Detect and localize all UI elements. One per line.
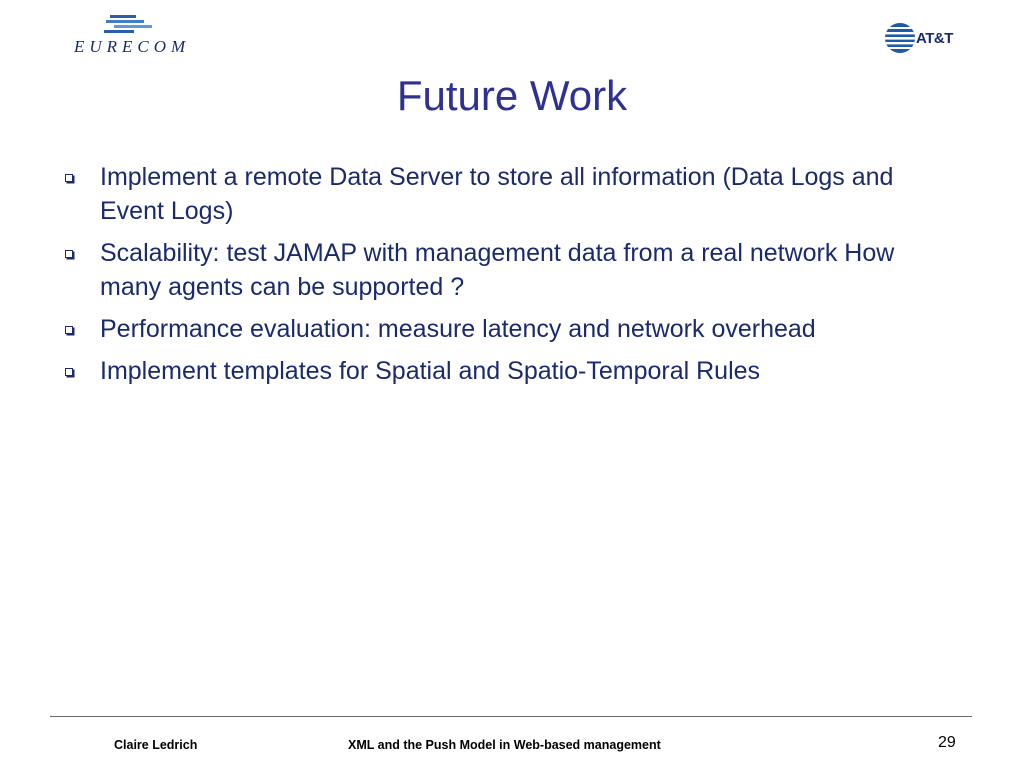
- eurecom-wordmark: EURECOM: [74, 37, 191, 56]
- bullet-item: [62, 236, 962, 304]
- eurecom-logo: [70, 14, 200, 56]
- bullet-text: Implement a remote Data Server to store all information (Data Logs and Event Logs): [100, 163, 894, 225]
- bullet-item: [62, 160, 962, 228]
- bullet-text: Implement templates for Spatial and Spatio-Temporal Rules: [100, 357, 761, 385]
- bullet-text: Scalability: test JAMAP with management data from a real network How many agents can be supported ?: [100, 239, 895, 301]
- eurecom-stripes-icon: [104, 14, 166, 38]
- footer-author: Claire Ledrich: [114, 738, 198, 752]
- bullet-item: [62, 312, 962, 346]
- square-bullet-icon: [65, 326, 73, 334]
- bullet-text: Performance evaluation: measure latency and network overhead: [100, 315, 816, 343]
- att-logo: [884, 22, 954, 56]
- slide-title: Future Work: [396, 72, 628, 119]
- att-globe-icon: [884, 22, 916, 54]
- bullet-list: [62, 160, 962, 396]
- page-number: 29: [938, 734, 956, 751]
- square-bullet-icon: [65, 250, 73, 258]
- bullet-item: [62, 354, 962, 388]
- footer-presentation-title: XML and the Push Model in Web-based management: [348, 738, 661, 752]
- footer-divider: [50, 716, 972, 717]
- att-wordmark: AT&T: [916, 30, 953, 47]
- square-bullet-icon: [65, 174, 73, 182]
- square-bullet-icon: [65, 368, 73, 376]
